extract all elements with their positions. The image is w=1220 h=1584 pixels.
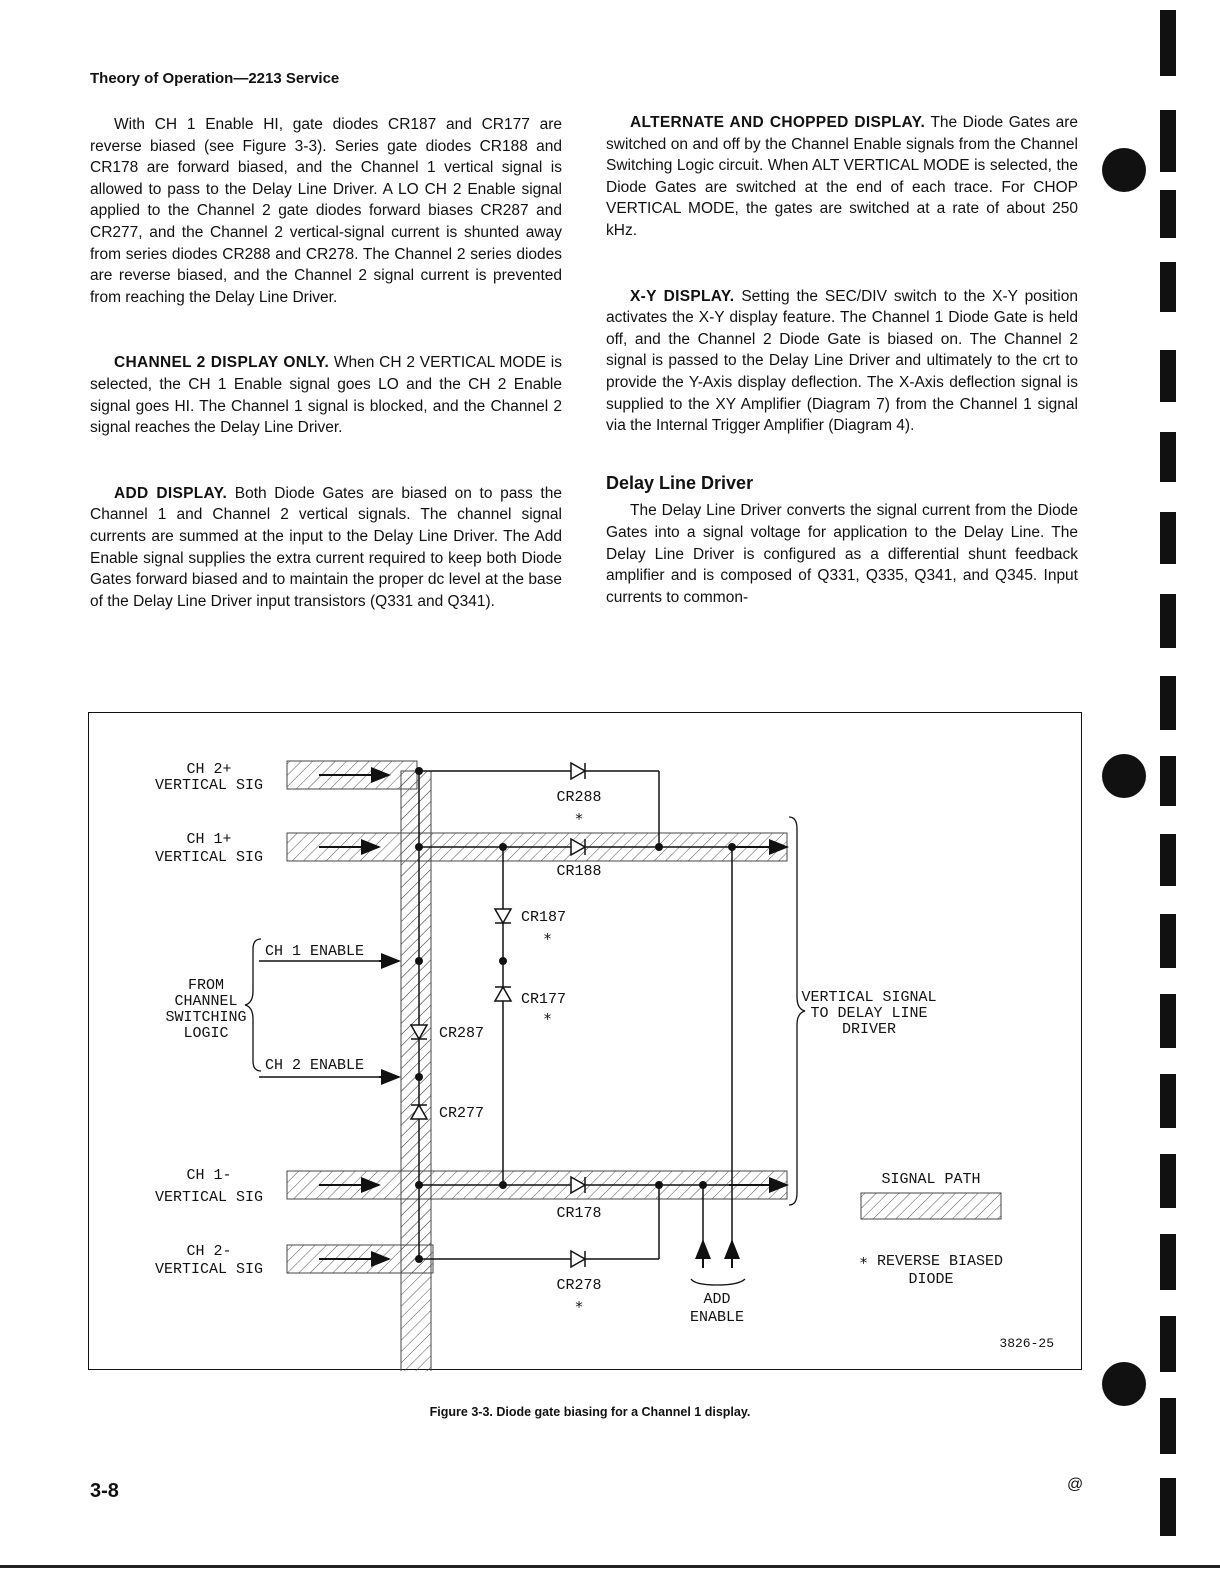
label: CH 1 ENABLE [265,943,365,960]
label: VERTICAL SIG [154,777,264,794]
binder-strip [1160,994,1176,1048]
paragraph-heading: ADD DISPLAY. [114,484,228,502]
label: TO DELAY LINE [810,1005,928,1022]
label: FROM [187,977,225,994]
binder-strip [1160,834,1176,886]
binder-strip [1160,110,1176,172]
label: SWITCHING [165,1009,247,1026]
binder-strip [1160,1478,1176,1536]
legend-label: SIGNAL PATH [881,1171,981,1188]
input-brace [245,939,261,1071]
label: CH 2- [186,1243,232,1260]
paragraph [90,352,562,438]
page-number: 3-8 [90,1480,119,1502]
label: ∗ [543,929,553,946]
paragraph: The Delay Line Driver converts the signal current from the Diode Gates into a signal voltage for application to the Delay Line. The Delay Line Driver is configured as a differential shunt feedback amplifier and is composed of Q331, Q335, Q341, and Q345. Input currents to common- [606,502,1078,606]
binder-strip [1160,594,1176,648]
legend-label: DIODE [908,1271,954,1288]
paragraph [606,112,1078,242]
label: CH 2 ENABLE [265,1057,365,1074]
binder-strip [1160,10,1176,76]
paragraph-heading: CHANNEL 2 DISPLAY ONLY. [114,354,330,372]
label: CR188 [556,863,602,880]
figure-frame [88,712,1082,1370]
section-title: Delay Line Driver [606,472,754,493]
binder-strip [1160,262,1176,312]
label: CR178 [556,1205,602,1222]
add-brace [691,1279,745,1285]
binder-strip [1160,350,1176,402]
label: CH 2+ [186,761,232,778]
label: ∗ [574,809,584,826]
left-column [90,114,562,612]
paragraph-heading: ALTERNATE AND CHOPPED DISPLAY. [630,114,926,131]
label: CR287 [439,1025,485,1042]
label: CR177 [521,991,567,1008]
label: ∗ [574,1297,584,1314]
binder-strip [1160,914,1176,968]
label: ∗ [543,1009,553,1026]
diode-gate-schematic [89,713,1083,1371]
legend-label: ∗ REVERSE BIASED [858,1253,1004,1270]
paragraph-text: When CH 2 VERTICAL MODE is selected, the CH 1 Enable signal goes LO and the CH 2 Enable signal goes HI. The Channel 1 signal is blocked, and the Channel 2 signal reaches the Delay Line Driver. [90,354,562,437]
label: CR278 [556,1277,602,1294]
binder-strip [1160,1316,1176,1372]
label: LOGIC [183,1025,229,1042]
label: VERTICAL SIG [154,1261,264,1278]
label: CR277 [439,1105,485,1122]
footer-mark: @ [1067,1476,1084,1493]
paragraph: With CH 1 Enable HI, gate diodes CR187 and CR177 are reverse biased (see Figure 3-3). Series gate diodes CR188 and CR178 are forward biased, and the Channel 1 vertical signal is allowed to pass to the Delay Line Driver. A LO CH 2 Enable signal applied to the Channel 2 gate diodes forward biases CR287 and CR277, and the Channel 2 vertical-signal current is shunted away from series diodes CR288 and CR278. The Channel 2 series diodes are reverse biased, and the Channel 2 signal current is prevented from reaching the Delay Line Driver. [90,116,562,306]
label: ADD [703,1291,731,1308]
binder-strip [1160,1398,1176,1454]
label: VERTICAL SIG [154,849,264,866]
punch-hole [1102,1362,1146,1406]
label: CH 1- [186,1167,232,1184]
figure-id: 3826-25 [999,1336,1054,1351]
label: CHANNEL [174,993,238,1010]
label: CR288 [556,789,602,806]
paragraph-text: Both Diode Gates are biased on to pass the Channel 1 and Channel 2 vertical signals. The channel signal currents are summed at the input to the Delay Line Driver. The Add Enable signal supplies the extra current required to keep both Diode Gates forward biased and to maintain the proper dc level at the base of the Delay Line Driver input transistors (Q331 and Q341). [90,484,562,610]
paragraph-text: Setting the SEC/DIV switch to the X-Y position activates the X-Y display feature. The Channel 1 Diode Gate is held off, and the Channel 2 Diode Gate is biased on. The Channel 2 signal is passed to the Delay Line Driver and ultimately to the crt to provide the Y-Axis display deflection. The X-Axis deflection signal is supplied to the XY Amplifier (Diagram 7) from the Channel 1 signal via the Internal Trigger Amplifier (Diagram 4). [606,287,1078,435]
paragraph [606,286,1078,437]
label: ENABLE [689,1309,745,1326]
binder-strip [1160,190,1176,238]
label: CH 1+ [186,831,232,848]
binder-strip [1160,1234,1176,1290]
paragraph [90,483,562,613]
paragraph-heading: X-Y DISPLAY. [630,287,735,305]
label: VERTICAL SIGNAL [801,989,937,1006]
scan-edge [0,1565,1220,1568]
binder-strip [1160,1074,1176,1128]
binder-strip [1160,1154,1176,1208]
legend-signal-path-swatch [861,1193,1001,1219]
label: DRIVER [841,1021,897,1038]
output-brace [789,817,805,1205]
binder-strip [1160,512,1176,564]
page-header: Theory of Operation—2213 Service [90,70,340,87]
label: CR187 [521,909,567,926]
binder-strip [1160,756,1176,806]
punch-hole [1102,754,1146,798]
label: VERTICAL SIG [154,1189,264,1206]
punch-hole [1102,148,1146,192]
binder-strip [1160,676,1176,730]
binder-strip [1160,432,1176,482]
paragraph-text: The Diode Gates are switched on and off by the Channel Enable signals from the Channel Switching Logic circuit. When ALT VERTICAL MODE is selected, the Diode Gates are switched at the end of each trace. For CHOP VERTICAL MODE, the gates are switched at a rate of about 250 kHz. [606,114,1079,239]
figure-caption: Figure 3-3. Diode gate biasing for a Channel 1 display. [429,1405,751,1419]
right-column [606,112,1078,608]
